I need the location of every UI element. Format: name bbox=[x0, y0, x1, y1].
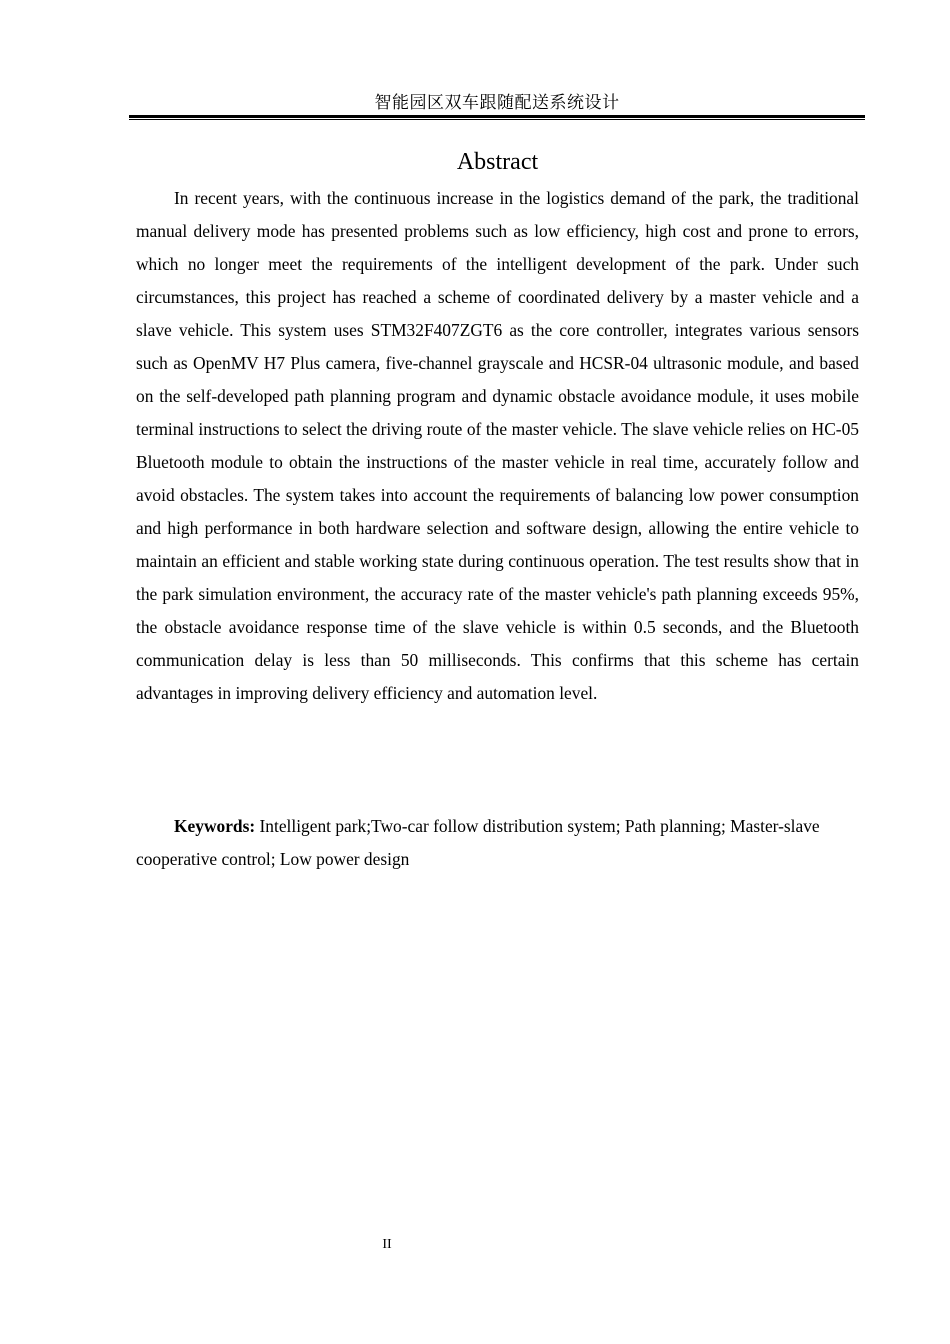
abstract-body-paragraph: In recent years, with the continuous increase in the logistics demand of the park, the traditional manual delivery mode has presented problems such as low efficiency, high cost and prone to errors, which no longer meet the requirements of the intelligent development of the park. Under such circumstances, this project has reached a scheme of coordinated delivery by a master vehicle and a slave vehicle. This system uses STM32F407ZGT6 as the core controller, integrates various sensors such as OpenMV H7 Plus camera, five-channel grayscale and HCSR-04 ultrasonic module, and based on the self-developed path planning program and dynamic obstacle avoidance module, it uses mobile terminal instructions to select the driving route of the master vehicle. The slave vehicle relies on HC-05 Bluetooth module to obtain the instructions of the master vehicle in real time, accurately follow and avoid obstacles. The system takes into account the requirements of balancing low power consumption and high performance in both hardware selection and software design, allowing the entire vehicle to maintain an efficient and stable working state during continuous operation. The test results show that in the park simulation environment, the accuracy rate of the master vehicle's path planning exceeds 95%, the obstacle avoidance response time of the slave vehicle is within 0.5 seconds, and the Bluetooth communication delay is less than 50 milliseconds. This confirms that this scheme has certain advantages in improving delivery efficiency and automation level. bbox=[136, 188, 859, 703]
abstract-heading: Abstract bbox=[456, 149, 539, 175]
header-rule-thin bbox=[129, 119, 865, 120]
header-double-rule bbox=[129, 115, 865, 121]
running-header-title: 智能园区双车跟随配送系统设计 bbox=[374, 93, 620, 113]
keywords-label: Keywords: bbox=[174, 816, 256, 836]
page-number: II bbox=[382, 1237, 392, 1252]
header-rule-thick bbox=[129, 115, 865, 118]
keywords-paragraph bbox=[136, 810, 859, 876]
keywords-text: Intelligent park;Two-car follow distribution system; Path planning; Master-slave cooperative control; Low power design bbox=[136, 816, 820, 869]
